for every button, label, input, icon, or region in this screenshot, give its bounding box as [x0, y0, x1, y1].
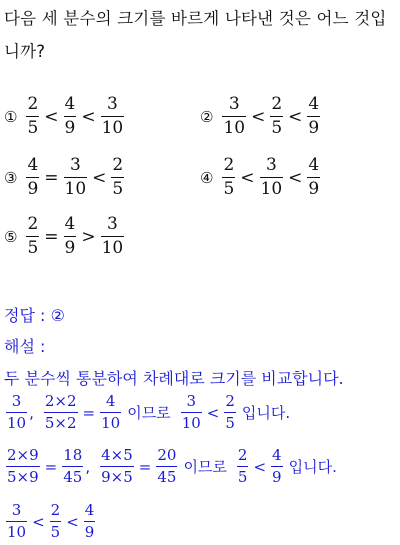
connector-text: 이므로 — [127, 404, 171, 422]
operator: < — [251, 106, 266, 127]
denominator: 5 — [27, 118, 39, 138]
denominator: 5 — [223, 179, 235, 199]
denominator: 5 — [27, 238, 39, 258]
choice-1[interactable] — [4, 96, 126, 137]
explanation-label: 해설 : — [4, 337, 46, 356]
operator: < — [81, 106, 96, 127]
choice-5[interactable] — [4, 216, 126, 257]
numerator: 2 — [225, 392, 235, 410]
fraction — [222, 96, 246, 137]
fraction — [270, 96, 283, 137]
fraction — [100, 394, 121, 431]
operator: < — [206, 403, 220, 422]
operator: > — [81, 226, 96, 247]
fraction — [6, 394, 27, 431]
denominator: 45 — [157, 468, 177, 486]
numerator: 3 — [11, 392, 22, 410]
denominator: 10 — [64, 179, 87, 199]
fraction — [26, 157, 39, 198]
fraction — [307, 157, 320, 198]
numerator: 2×9 — [7, 446, 39, 464]
operator: < — [288, 167, 303, 188]
numerator: 3 — [107, 214, 118, 234]
fraction — [62, 448, 83, 485]
numerator: 2 — [112, 155, 124, 175]
denominator: 5×2 — [44, 414, 77, 432]
operator: = — [138, 457, 152, 476]
numerator: 3 — [228, 94, 240, 114]
explanation-line-1 — [4, 394, 290, 431]
denominator: 10 — [181, 414, 201, 432]
numerator: 3 — [11, 501, 22, 519]
fraction — [111, 157, 124, 198]
fraction — [156, 448, 177, 485]
denominator: 9 — [27, 179, 39, 199]
denominator: 5 — [271, 118, 283, 138]
fraction — [100, 448, 134, 485]
question-text: 다음 세 분수의 크기를 바르게 나타낸 것은 어느 것입니까? — [4, 9, 387, 61]
explanation-text: 두 분수씩 통분하여 차례대로 크기를 비교합니다. — [4, 369, 344, 388]
fraction — [222, 157, 235, 198]
fraction — [307, 96, 320, 137]
numerator: 4 — [64, 214, 76, 234]
choice-number: ② — [200, 107, 214, 126]
operator: = — [44, 457, 58, 476]
operator: < — [32, 512, 45, 531]
denominator: 45 — [63, 468, 83, 486]
denominator: 9 — [84, 523, 95, 541]
fraction — [26, 96, 39, 137]
fraction — [181, 394, 202, 431]
denominator: 5 — [112, 179, 124, 199]
denominator: 10 — [101, 414, 121, 432]
fraction — [26, 216, 39, 257]
numerator: 2 — [27, 94, 39, 114]
ending-text: 입니다. — [241, 404, 291, 422]
denominator: 9 — [272, 468, 282, 486]
choice-number: ④ — [200, 168, 214, 187]
denominator: 9 — [308, 179, 320, 199]
numerator: 4 — [272, 446, 282, 464]
numerator: 20 — [157, 446, 177, 464]
denominator: 10 — [223, 118, 246, 138]
explanation-line-3 — [4, 503, 97, 540]
fraction — [271, 448, 283, 485]
numerator: 3 — [265, 155, 277, 175]
denominator: 10 — [7, 414, 27, 432]
fraction — [64, 216, 77, 257]
numerator: 2 — [27, 214, 39, 234]
comma: , — [85, 457, 91, 476]
numerator: 18 — [63, 446, 83, 464]
fraction — [84, 503, 96, 540]
operator: = — [44, 167, 59, 188]
fraction — [50, 503, 62, 540]
comma: , — [29, 403, 34, 422]
denominator: 5 — [237, 468, 248, 486]
numerator: 2 — [271, 94, 283, 114]
numerator: 4 — [105, 392, 116, 410]
numerator: 2 — [237, 446, 248, 464]
ending-text: 입니다. — [288, 458, 337, 476]
answer-label: 정답 : ② — [4, 306, 65, 325]
fraction — [101, 216, 125, 257]
denominator: 9×5 — [101, 468, 133, 486]
denominator: 9 — [64, 238, 76, 258]
denominator: 5×9 — [7, 468, 39, 486]
numerator: 2×2 — [44, 392, 77, 410]
denominator: 5 — [50, 523, 61, 541]
fraction — [101, 96, 125, 137]
numerator: 3 — [186, 392, 196, 410]
numerator: 4 — [27, 155, 39, 175]
fraction — [6, 503, 27, 540]
fraction — [6, 448, 40, 485]
numerator: 4 — [64, 94, 76, 114]
choice-3[interactable] — [4, 157, 126, 198]
denominator: 10 — [101, 238, 124, 258]
operator: < — [288, 106, 303, 127]
choice-number: ③ — [4, 168, 18, 187]
numerator: 4 — [84, 501, 95, 519]
denominator: 5 — [225, 414, 235, 432]
operator: < — [240, 167, 255, 188]
fraction — [224, 394, 236, 431]
denominator: 9 — [64, 118, 76, 138]
choice-number: ① — [4, 107, 18, 126]
numerator: 2 — [223, 155, 235, 175]
fraction — [64, 157, 88, 198]
choice-number: ⑤ — [4, 227, 18, 246]
denominator: 10 — [260, 179, 283, 199]
fraction — [260, 157, 284, 198]
denominator: 9 — [308, 118, 320, 138]
fraction — [64, 96, 77, 137]
numerator: 2 — [50, 501, 61, 519]
operator: < — [92, 167, 107, 188]
explanation-line-2 — [4, 448, 337, 485]
connector-text: 이므로 — [183, 458, 227, 476]
denominator: 10 — [101, 118, 124, 138]
operator: < — [44, 106, 59, 127]
choice-4[interactable] — [200, 157, 322, 198]
operator: < — [253, 457, 267, 476]
numerator: 4×5 — [101, 446, 133, 464]
fraction — [44, 394, 78, 431]
numerator: 4 — [308, 94, 320, 114]
numerator: 3 — [107, 94, 118, 114]
denominator: 10 — [7, 523, 27, 541]
choice-2[interactable] — [200, 96, 322, 137]
numerator: 3 — [69, 155, 81, 175]
operator: = — [44, 226, 59, 247]
numerator: 4 — [308, 155, 320, 175]
fraction — [237, 448, 249, 485]
operator: < — [66, 512, 79, 531]
operator: = — [82, 403, 96, 422]
